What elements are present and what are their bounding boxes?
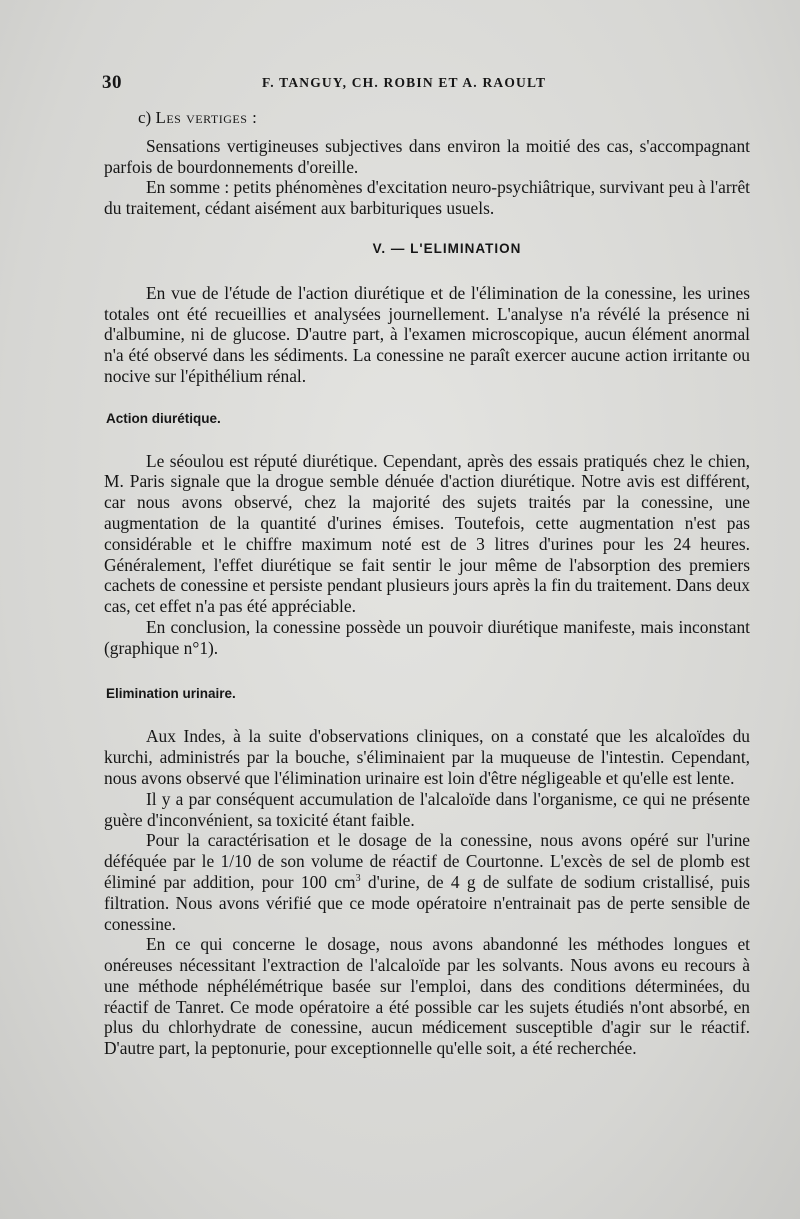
p3-text-end: d'urine, de 4 g de sulfate de sodium cristallisé, puis filtration. Nous avons vérifié que ce mode opératoire n'entrainait pas de perte sensible de conessine. [104, 871, 750, 934]
cubic-superscript: 3 [355, 873, 361, 885]
action-diuretique-paragraph-1: Le séoulou est réputé diurétique. Cependant, après des essais pratiqués chez le chien, M. Paris signale que la drogue semble dénuée d'action diurétique. Notre avis est différent, car nous avons observé, chez la majorité des sujets traités par la conessine, une augmentation de la quantité d'urines émises. Toutefois, cette augmentation n'est pas considérable et le chiffre maximum noté est de 3 litres d'urines pour les 24 heures. Généralement, l'effet diurétique se fait sentir le jour même de l'absorption des premiers cachets de conessine et persiste pendant plusieurs jours après la fin du traitement. Dans deux cas, cet effet n'a pas été appréciable. [104, 450, 750, 617]
vertiges-paragraph-2: En somme : petits phénomènes d'excitation neuro-psychiâtrique, survivant peu à l'arrêt du traitement, cédant aisément aux barbituriques usuels. [104, 177, 750, 219]
page-number: 30 [102, 72, 122, 93]
elimination-urinaire-paragraph-3 [104, 830, 750, 934]
vertiges-paragraph-1: Sensations vertigineuses subjectives dans environ la moitié des cas, s'accompagnant parfois de bourdonnements d'oreille. [104, 135, 750, 177]
elimination-urinaire-paragraph-1: Aux Indes, à la suite d'observations cliniques, on a constaté que les alcaloïdes du kurchi, administrés par la bouche, s'éliminaient par la muqueuse de l'intestin. Cependant, nous avons observé que l'élimination urinaire est loin d'être négligeable et qu'elle est lente. [104, 726, 750, 788]
elimination-urinaire-paragraph-4: En ce qui concerne le dosage, nous avons abandonné les méthodes longues et onéreuses nécessitant l'extraction de l'alcaloïde par les solvants. Nous avons eu recours à une méthode néphélémétrique basée sur l'emploi, dans des conditions déterminées, du réactif de Tanret. Ce mode opératoire a été possible car les sujets étudiés n'ont absorbé, en plus du chlorhydrate de conessine, aucun médicement susceptible d'agir sur le réactif. D'autre part, la peptonurie, pour exceptionnelle qu'elle soit, a été recherchée. [104, 934, 750, 1059]
vertiges-heading [138, 108, 750, 129]
elimination-urinaire-paragraph-2: Il y a par conséquent accumulation de l'alcaloïde dans l'organisme, ce qui ne présente guère d'inconvénient, sa toxicité étant faible. [104, 788, 750, 830]
running-head: F. TANGUY, CH. ROBIN ET A. RAOULT [262, 75, 547, 90]
vertiges-heading-prefix: c) [138, 108, 156, 127]
action-diuretique-paragraph-2: En conclusion, la conessine possède un pouvoir diurétique manifeste, mais inconstant (graphique n°1). [104, 616, 750, 658]
page-header [102, 72, 682, 96]
elimination-urinaire-heading: Elimination urinaire. [106, 685, 236, 701]
page-body [104, 108, 750, 1059]
section-title: V. — L'ELIMINATION [372, 240, 522, 256]
vertiges-heading-text: Les vertiges : [155, 108, 258, 127]
p3-text-start: Pour la caractérisation et le dosage de la conessine, nous avons opéré sur l'urine déféquée par le 1/10 de son volume de réactif de Courtonne. L'excès de sel de plomb est éliminé par addition, pour 100 cm [104, 830, 750, 892]
action-diuretique-heading: Action diurétique. [106, 410, 221, 426]
elimination-intro-paragraph: En vue de l'étude de l'action diurétique et de l'élimination de la conessine, les urines totales ont été recueillies et analysées journellement. L'analyse n'a révélé la présence ni d'albumine, ni de glucose. D'autre part, à l'examen microscopique, aucun élément anormal n'a été observé dans les sédiments. La conessine ne paraît exercer aucune action irritante ou nocive sur l'épithélium rénal. [104, 282, 750, 386]
